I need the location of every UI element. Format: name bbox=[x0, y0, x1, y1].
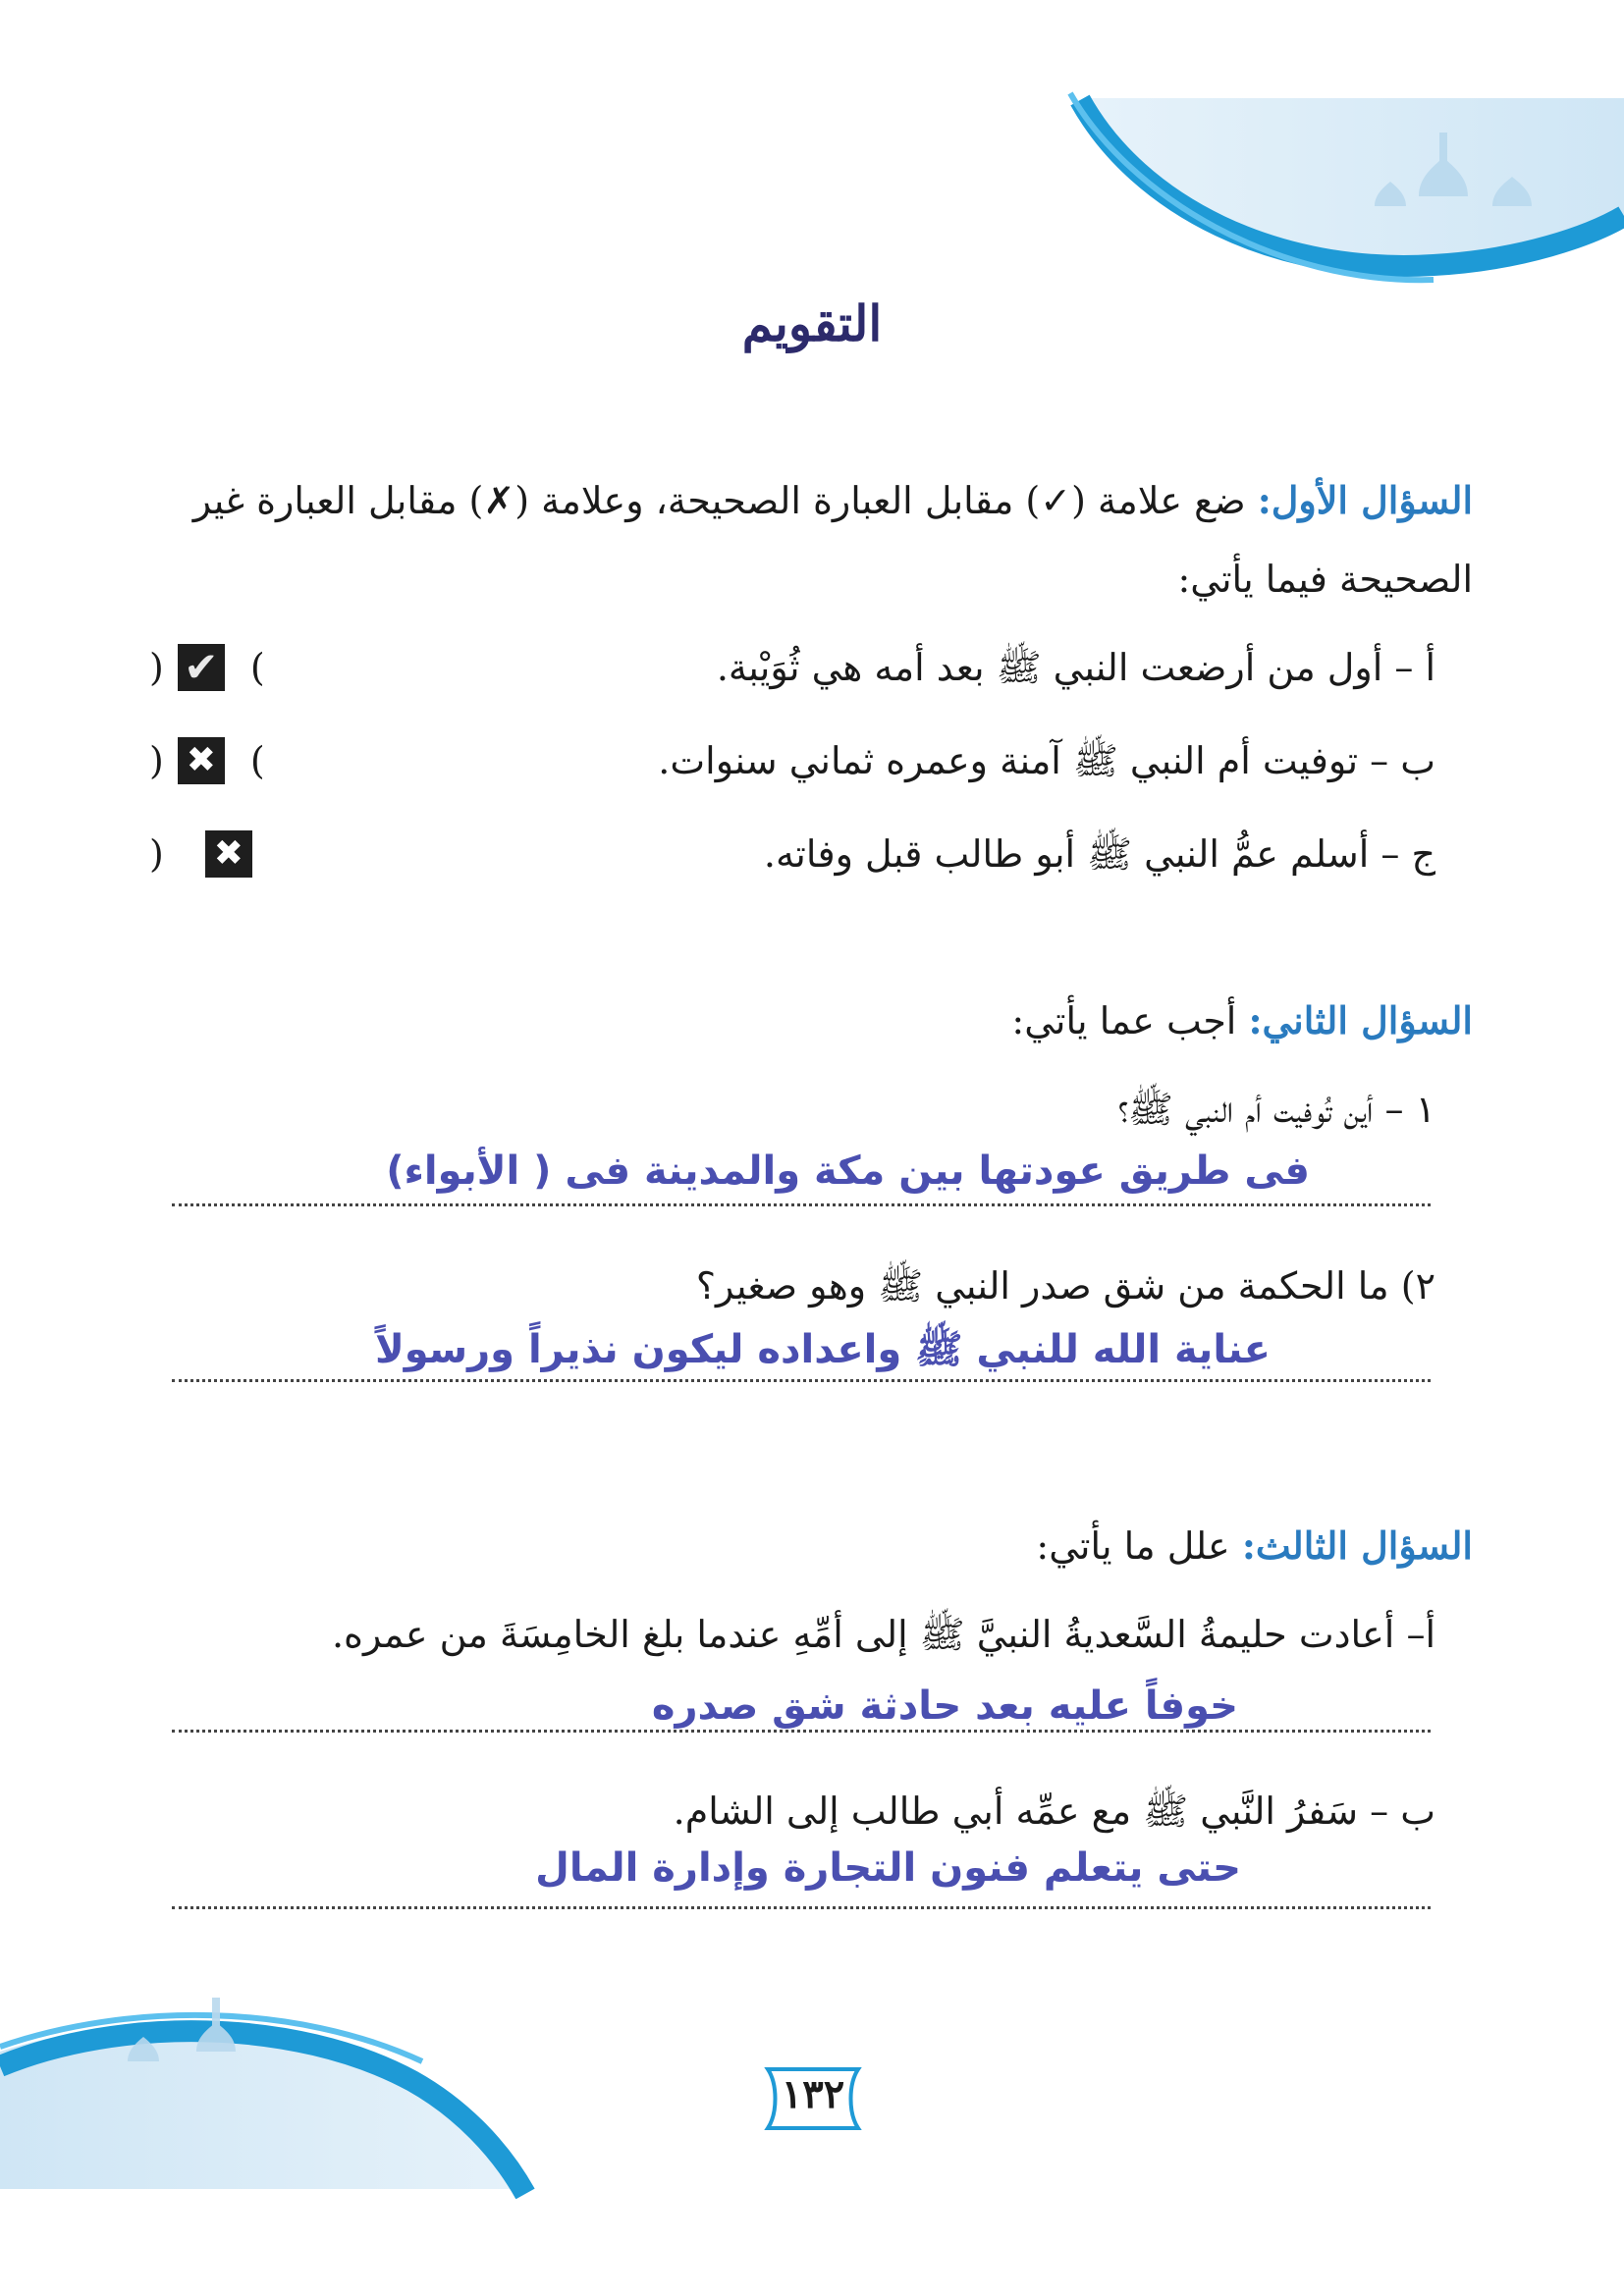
q1-instruction-line1 bbox=[98, 471, 1473, 530]
q2-heading: السؤال الثاني: bbox=[1248, 998, 1473, 1042]
q2-answer-1: فى طريق عودتها بين مكة والمدينة فى ( الأبواء) bbox=[386, 1148, 1310, 1194]
paren-close: ) bbox=[149, 739, 164, 782]
q2-question-1: ١ – أين تُوفيت أم النبي ﷺ؟ bbox=[1117, 1088, 1435, 1131]
q3-question-1: أ– أعادت حليمةُ السَّعديةُ النبيَّ ﷺ إلى أمِّهِ عندما بلغ الخامِسَةَ من عمره. bbox=[331, 1613, 1435, 1656]
paren-close: ) bbox=[149, 646, 164, 689]
q3-instruction-row bbox=[98, 1517, 1473, 1575]
cross-mark-icon: ✖ bbox=[178, 737, 225, 784]
q2-answer-2: عناية الله للنبي ﷺ واعداده ليكون نذيراً ورسولاً bbox=[374, 1327, 1271, 1372]
q1-item-a-mark bbox=[149, 643, 265, 692]
q1-instruction-line2: الصحيحة فيما يأتي: bbox=[1177, 558, 1473, 601]
q3-heading: السؤال الثالث: bbox=[1241, 1523, 1473, 1568]
q1-item-b-mark bbox=[149, 736, 265, 785]
page-title: التقويم bbox=[741, 294, 883, 352]
bottom-decorative-banner bbox=[0, 1993, 550, 2199]
q3-answer-2: حتى يتعلم فنون التجارة وإدارة المال bbox=[535, 1845, 1241, 1891]
q3-answer-1: خوفاً عليه بعد حادثة شق صدره bbox=[651, 1683, 1238, 1729]
check-mark-icon: ✔ bbox=[178, 644, 225, 691]
q3-instruction: علل ما يأتي: bbox=[1036, 1524, 1230, 1568]
q2-instruction: أجب عما يأتي: bbox=[1011, 999, 1237, 1042]
answer-line bbox=[172, 1730, 1431, 1733]
q3-question-2: ب – سَفرُ النَّبي ﷺ مع عمِّه أبي طالب إلى الشام. bbox=[673, 1789, 1435, 1833]
q2-question-2: ٢) ما الحكمة من شق صدر النبي ﷺ وهو صغير؟ bbox=[695, 1264, 1435, 1308]
answer-line bbox=[172, 1379, 1431, 1382]
paren-open: ( bbox=[249, 739, 265, 782]
q2-instruction-row bbox=[98, 991, 1473, 1050]
answer-line bbox=[172, 1203, 1431, 1206]
top-decorative-banner bbox=[1060, 88, 1624, 285]
q1-item-c: ج – أسلم عمُّ النبي ﷺ أبو طالب قبل وفاته. bbox=[763, 832, 1435, 876]
page-number-badge bbox=[754, 2059, 872, 2138]
paren-open: ( bbox=[249, 646, 265, 689]
q1-instruction: ضع علامة (✓) مقابل العبارة الصحيحة، وعلامة (✗) مقابل العبارة غير bbox=[192, 479, 1246, 522]
q1-item-c-mark bbox=[149, 829, 252, 879]
q1-heading: السؤال الأول: bbox=[1257, 478, 1473, 522]
q1-item-b: ب – توفيت أم النبي ﷺ آمنة وعمره ثماني سنوات. bbox=[658, 739, 1435, 782]
answer-line bbox=[172, 1906, 1431, 1909]
q1-item-a: أ – أول من أرضعت النبي ﷺ بعد أمه هي ثُوَيْبة. bbox=[716, 646, 1435, 689]
cross-mark-icon: ✖ bbox=[205, 830, 252, 878]
page-number: ١٣٢ bbox=[781, 2071, 845, 2117]
paren-close: ) bbox=[149, 832, 164, 876]
